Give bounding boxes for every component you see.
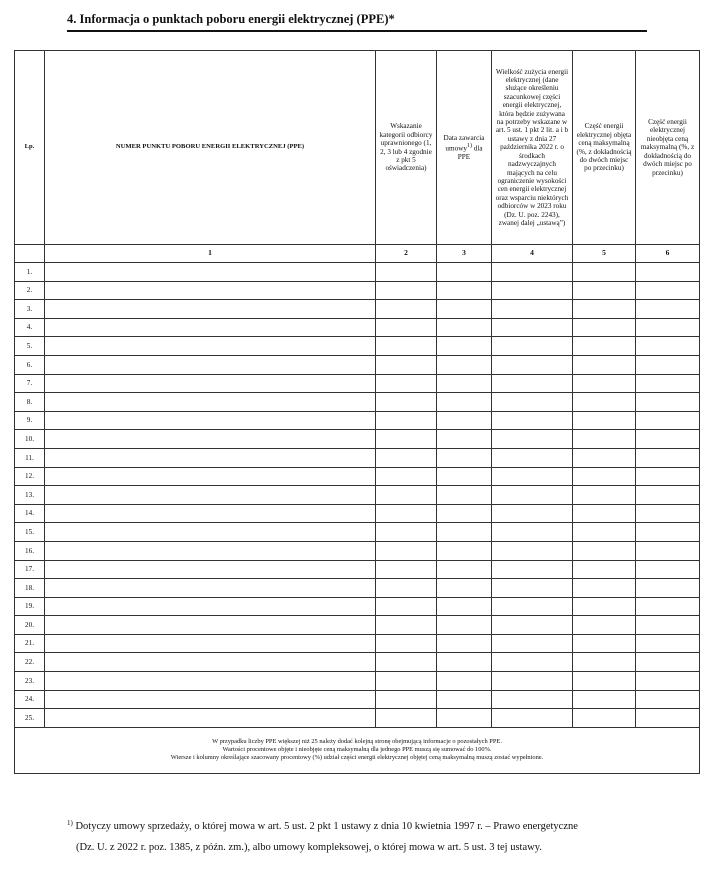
- table-row: [15, 355, 700, 374]
- category-cell[interactable]: [376, 560, 437, 579]
- uncovered-share-cell[interactable]: [636, 579, 700, 598]
- category-cell[interactable]: [376, 672, 437, 691]
- ppe-number-cell[interactable]: [45, 411, 376, 430]
- ppe-number-cell[interactable]: [45, 337, 376, 356]
- covered-share-cell[interactable]: [573, 709, 636, 728]
- consumption-cell[interactable]: [492, 690, 573, 709]
- contract-date-cell[interactable]: [437, 579, 492, 598]
- row-number: 21.: [15, 634, 45, 653]
- uncovered-share-cell[interactable]: [636, 653, 700, 672]
- consumption-cell[interactable]: [492, 430, 573, 449]
- ppe-number-cell[interactable]: [45, 690, 376, 709]
- row-number: 14.: [15, 504, 45, 523]
- consumption-cell[interactable]: [492, 263, 573, 282]
- table-row: [15, 337, 700, 356]
- column-number: 1: [45, 245, 376, 263]
- category-cell[interactable]: [376, 653, 437, 672]
- uncovered-share-cell[interactable]: [636, 467, 700, 486]
- consumption-cell[interactable]: [492, 653, 573, 672]
- table-row: [15, 504, 700, 523]
- covered-share-cell[interactable]: [573, 560, 636, 579]
- uncovered-share-cell[interactable]: [636, 337, 700, 356]
- consumption-cell[interactable]: [492, 541, 573, 560]
- row-number: 16.: [15, 541, 45, 560]
- ppe-number-cell[interactable]: [45, 560, 376, 579]
- ppe-number-cell[interactable]: [45, 448, 376, 467]
- header-lp: Lp.: [15, 51, 45, 245]
- ppe-number-cell[interactable]: [45, 541, 376, 560]
- contract-date-cell[interactable]: [437, 337, 492, 356]
- consumption-cell[interactable]: [492, 300, 573, 319]
- covered-share-cell[interactable]: [573, 634, 636, 653]
- consumption-cell[interactable]: [492, 318, 573, 337]
- header-covered-share: Część energii elektrycznej objęta ceną maksymalną (%, z dokładnością do dwóch miejsc po przecinku): [573, 51, 636, 245]
- uncovered-share-cell[interactable]: [636, 355, 700, 374]
- row-number: 3.: [15, 300, 45, 319]
- category-cell[interactable]: [376, 430, 437, 449]
- consumption-cell[interactable]: [492, 504, 573, 523]
- table-row: [15, 374, 700, 393]
- ppe-number-cell[interactable]: [45, 672, 376, 691]
- table-body: [15, 263, 700, 728]
- column-number: 5: [573, 245, 636, 263]
- consumption-cell[interactable]: [492, 616, 573, 635]
- category-cell[interactable]: [376, 616, 437, 635]
- column-number: 4: [492, 245, 573, 263]
- category-cell[interactable]: [376, 634, 437, 653]
- uncovered-share-cell[interactable]: [636, 281, 700, 300]
- table-row: [15, 579, 700, 598]
- consumption-cell[interactable]: [492, 523, 573, 542]
- uncovered-share-cell[interactable]: [636, 523, 700, 542]
- uncovered-share-cell[interactable]: [636, 634, 700, 653]
- row-number: 19.: [15, 597, 45, 616]
- uncovered-share-cell[interactable]: [636, 430, 700, 449]
- covered-share-cell[interactable]: [573, 504, 636, 523]
- covered-share-cell[interactable]: [573, 300, 636, 319]
- contract-date-cell[interactable]: [437, 709, 492, 728]
- row-number: 5.: [15, 337, 45, 356]
- covered-share-cell[interactable]: [573, 579, 636, 598]
- uncovered-share-cell[interactable]: [636, 393, 700, 412]
- covered-share-cell[interactable]: [573, 374, 636, 393]
- row-number: 2.: [15, 281, 45, 300]
- contract-date-cell[interactable]: [437, 263, 492, 282]
- contract-date-cell[interactable]: [437, 616, 492, 635]
- uncovered-share-cell[interactable]: [636, 263, 700, 282]
- ppe-number-cell[interactable]: [45, 467, 376, 486]
- table-row: [15, 430, 700, 449]
- consumption-cell[interactable]: [492, 486, 573, 505]
- table-row: [15, 448, 700, 467]
- consumption-cell[interactable]: [492, 355, 573, 374]
- contract-date-cell[interactable]: [437, 560, 492, 579]
- header-consumption: Wielkość zużycia energii elektrycznej (dane służące określeniu szacunkowej części energii elektrycznej, która będzie zużywana na potrzeby wskazane w art. 5 ust. 1 pkt 2 lit. a i b ustawy z dnia 27 października 2022 r. o środkach nadzwyczajnych mających na celu ograniczenie wysokości cen energii elektrycznej oraz wsparciu niektórych odbiorców w 2023 roku (Dz. U. poz. 2243), zwanej dalej „ustawą”): [492, 51, 573, 245]
- category-cell[interactable]: [376, 541, 437, 560]
- row-number: 23.: [15, 672, 45, 691]
- row-number: 20.: [15, 616, 45, 635]
- category-cell[interactable]: [376, 579, 437, 598]
- table-row: [15, 411, 700, 430]
- note-line: Wartości procentowe objęte i nieobjęte ceną maksymalną dla jednego PPE muszą się sumować do 100%.: [222, 746, 492, 754]
- uncovered-share-cell[interactable]: [636, 541, 700, 560]
- uncovered-share-cell[interactable]: [636, 504, 700, 523]
- contract-date-cell[interactable]: [437, 486, 492, 505]
- category-cell[interactable]: [376, 448, 437, 467]
- row-number: 8.: [15, 393, 45, 412]
- uncovered-share-cell[interactable]: [636, 597, 700, 616]
- row-number: 12.: [15, 467, 45, 486]
- covered-share-cell[interactable]: [573, 318, 636, 337]
- category-cell[interactable]: [376, 300, 437, 319]
- ppe-number-cell[interactable]: [45, 374, 376, 393]
- column-number: 3: [437, 245, 492, 263]
- column-number: 6: [636, 245, 700, 263]
- category-cell[interactable]: [376, 263, 437, 282]
- ppe-number-cell[interactable]: [45, 318, 376, 337]
- uncovered-share-cell[interactable]: [636, 560, 700, 579]
- table-row: [15, 393, 700, 412]
- uncovered-share-cell[interactable]: [636, 709, 700, 728]
- table-row: [15, 597, 700, 616]
- consumption-cell[interactable]: [492, 560, 573, 579]
- consumption-cell[interactable]: [492, 672, 573, 691]
- covered-share-cell[interactable]: [573, 337, 636, 356]
- category-cell[interactable]: [376, 486, 437, 505]
- column-number: [15, 245, 45, 263]
- contract-date-cell[interactable]: [437, 597, 492, 616]
- covered-share-cell[interactable]: [573, 541, 636, 560]
- row-number: 17.: [15, 560, 45, 579]
- contract-date-cell[interactable]: [437, 281, 492, 300]
- row-number: 9.: [15, 411, 45, 430]
- category-cell[interactable]: [376, 523, 437, 542]
- row-number: 11.: [15, 448, 45, 467]
- covered-share-cell[interactable]: [573, 263, 636, 282]
- table-row: [15, 690, 700, 709]
- table-row: [15, 709, 700, 728]
- note-line: W przypadku liczby PPE większej niż 25 należy dodać kolejną stronę obejmującą informacje o pozostałych PPE.: [212, 738, 502, 746]
- uncovered-share-cell[interactable]: [636, 672, 700, 691]
- column-number: 2: [376, 245, 437, 263]
- header-ppe-number: NUMER PUNKTU POBORU ENERGII ELEKTRYCZNEJ (PPE): [45, 51, 376, 245]
- covered-share-cell[interactable]: [573, 393, 636, 412]
- consumption-cell[interactable]: [492, 374, 573, 393]
- uncovered-share-cell[interactable]: [636, 486, 700, 505]
- uncovered-share-cell[interactable]: [636, 448, 700, 467]
- covered-share-cell[interactable]: [573, 653, 636, 672]
- covered-share-cell[interactable]: [573, 448, 636, 467]
- covered-share-cell[interactable]: [573, 616, 636, 635]
- header-contract-date: Data zawarcia umowy$^{1)}$ dla PPE: [437, 51, 492, 245]
- consumption-cell[interactable]: [492, 597, 573, 616]
- contract-date-cell[interactable]: [437, 393, 492, 412]
- contract-date-cell[interactable]: [437, 541, 492, 560]
- ppe-number-cell[interactable]: [45, 263, 376, 282]
- consumption-cell[interactable]: [492, 634, 573, 653]
- uncovered-share-cell[interactable]: [636, 616, 700, 635]
- contract-date-cell[interactable]: [437, 430, 492, 449]
- ppe-number-cell[interactable]: [45, 486, 376, 505]
- category-cell[interactable]: [376, 504, 437, 523]
- contract-date-cell[interactable]: [437, 300, 492, 319]
- ppe-number-cell[interactable]: [45, 523, 376, 542]
- contract-date-cell[interactable]: [437, 318, 492, 337]
- covered-share-cell[interactable]: [573, 523, 636, 542]
- contract-date-cell[interactable]: [437, 374, 492, 393]
- table-row: [15, 300, 700, 319]
- ppe-number-cell[interactable]: [45, 504, 376, 523]
- row-number: 7.: [15, 374, 45, 393]
- contract-date-cell[interactable]: [437, 672, 492, 691]
- section-title: 4. Informacja o punktach poboru energii elektrycznej (PPE)*: [67, 12, 647, 32]
- ppe-number-cell[interactable]: [45, 355, 376, 374]
- table-notes: [15, 727, 700, 773]
- table-row: [15, 672, 700, 691]
- table-row: [15, 634, 700, 653]
- table-row: [15, 541, 700, 560]
- ppe-number-cell[interactable]: [45, 653, 376, 672]
- contract-date-cell[interactable]: [437, 653, 492, 672]
- contract-date-cell[interactable]: [437, 411, 492, 430]
- consumption-cell[interactable]: [492, 393, 573, 412]
- category-cell[interactable]: [376, 374, 437, 393]
- contract-date-cell[interactable]: [437, 504, 492, 523]
- uncovered-share-cell[interactable]: [636, 300, 700, 319]
- column-number-row: [15, 245, 700, 263]
- category-cell[interactable]: [376, 690, 437, 709]
- consumption-cell[interactable]: [492, 467, 573, 486]
- category-cell[interactable]: [376, 709, 437, 728]
- header-category: Wskazanie kategorii odbiorcy uprawnionego (1, 2, 3 lub 4 zgodnie z pkt 5 oświadczenia): [376, 51, 437, 245]
- table-row: [15, 467, 700, 486]
- ppe-number-cell[interactable]: [45, 634, 376, 653]
- row-number: 13.: [15, 486, 45, 505]
- category-cell[interactable]: [376, 337, 437, 356]
- covered-share-cell[interactable]: [573, 486, 636, 505]
- uncovered-share-cell[interactable]: [636, 374, 700, 393]
- ppe-number-cell[interactable]: [45, 579, 376, 598]
- consumption-cell[interactable]: [492, 281, 573, 300]
- ppe-number-cell[interactable]: [45, 616, 376, 635]
- footnote-marker: 1): [67, 819, 73, 827]
- table-row: [15, 653, 700, 672]
- covered-share-cell[interactable]: [573, 597, 636, 616]
- category-cell[interactable]: [376, 411, 437, 430]
- row-number: 25.: [15, 709, 45, 728]
- consumption-cell[interactable]: [492, 337, 573, 356]
- row-number: 6.: [15, 355, 45, 374]
- contract-date-cell[interactable]: [437, 523, 492, 542]
- contract-date-cell[interactable]: [437, 690, 492, 709]
- category-cell[interactable]: [376, 355, 437, 374]
- consumption-cell[interactable]: [492, 448, 573, 467]
- consumption-cell[interactable]: [492, 411, 573, 430]
- covered-share-cell[interactable]: [573, 430, 636, 449]
- header-uncovered-share: Część energii elektrycznej nieobjęta ceną maksymalną (%, z dokładnością do dwóch miejsc po przecinku): [636, 51, 700, 245]
- uncovered-share-cell[interactable]: [636, 690, 700, 709]
- covered-share-cell[interactable]: [573, 467, 636, 486]
- category-cell[interactable]: [376, 393, 437, 412]
- contract-date-cell[interactable]: [437, 355, 492, 374]
- category-cell[interactable]: [376, 467, 437, 486]
- row-number: 24.: [15, 690, 45, 709]
- ppe-number-cell[interactable]: [45, 393, 376, 412]
- table-row: [15, 263, 700, 282]
- uncovered-share-cell[interactable]: [636, 318, 700, 337]
- contract-date-cell[interactable]: [437, 467, 492, 486]
- category-cell[interactable]: [376, 597, 437, 616]
- footnote-line-1: $^{1)}$ Dotyczy umowy sprzedaży, o której mowa w art. 5 ust. 2 pkt 1 ustawy z dnia 10 kwietnia 1997 r. – Prawo energetyczne: [67, 819, 578, 832]
- ppe-number-cell[interactable]: [45, 300, 376, 319]
- table-row: [15, 523, 700, 542]
- contract-date-cell[interactable]: [437, 448, 492, 467]
- table-row: [15, 560, 700, 579]
- category-cell[interactable]: [376, 281, 437, 300]
- row-number: 18.: [15, 579, 45, 598]
- row-number: 10.: [15, 430, 45, 449]
- ppe-table: [14, 50, 700, 774]
- covered-share-cell[interactable]: [573, 690, 636, 709]
- consumption-cell[interactable]: [492, 709, 573, 728]
- table-header-row: [15, 51, 700, 245]
- table-notes-row: [15, 727, 700, 773]
- table-row: [15, 616, 700, 635]
- row-number: 4.: [15, 318, 45, 337]
- covered-share-cell[interactable]: [573, 672, 636, 691]
- covered-share-cell[interactable]: [573, 281, 636, 300]
- note-line: Wiersze i kolumny określające szacowany procentowy (%) udział części energii elektrycznej objętej ceną maksymalną muszą zostać wypełnione.: [170, 754, 544, 762]
- consumption-cell[interactable]: [492, 579, 573, 598]
- contract-date-cell[interactable]: [437, 634, 492, 653]
- table-row: [15, 318, 700, 337]
- ppe-number-cell[interactable]: [45, 281, 376, 300]
- ppe-number-cell[interactable]: [45, 709, 376, 728]
- footnote: [67, 813, 667, 858]
- category-cell[interactable]: [376, 318, 437, 337]
- ppe-number-cell[interactable]: [45, 597, 376, 616]
- footnote-line-2: (Dz. U. z 2022 r. poz. 1385, z późn. zm.), albo umowy kompleksowej, o której mowa w art. 5 ust. 3 tej ustawy.: [76, 842, 542, 853]
- row-number: 22.: [15, 653, 45, 672]
- table-row: [15, 281, 700, 300]
- covered-share-cell[interactable]: [573, 355, 636, 374]
- covered-share-cell[interactable]: [573, 411, 636, 430]
- uncovered-share-cell[interactable]: [636, 411, 700, 430]
- row-number: 1.: [15, 263, 45, 282]
- ppe-number-cell[interactable]: [45, 430, 376, 449]
- row-number: 15.: [15, 523, 45, 542]
- table-row: [15, 486, 700, 505]
